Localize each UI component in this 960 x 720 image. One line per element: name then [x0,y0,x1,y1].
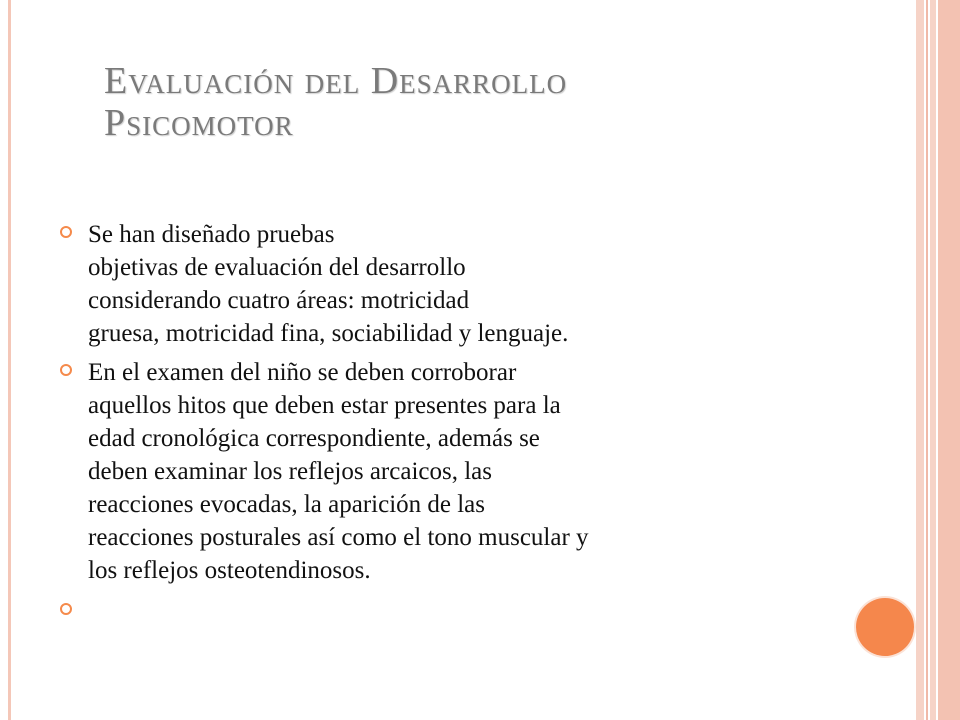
stripe [916,0,924,720]
title-line-1: Evaluación del Desarrollo [104,60,568,102]
left-border-line [8,0,11,720]
bullet-circle-icon [60,364,72,376]
stripe [938,0,960,720]
bullet-text: Se han diseñado pruebas objetivas de evaluación del desarrollo considerando cuatro áreas: motricidad gruesa, motricidad fina, sociabilidad y lenguaje. [88,221,569,347]
bullet-item [58,218,838,350]
stripe [930,0,936,720]
bullet-item [58,356,838,587]
stripe [926,0,928,720]
decorative-orange-circle [856,598,914,656]
right-decorative-stripes [916,0,960,720]
bullet-circle-icon [60,226,72,238]
bullet-circle-icon [60,603,72,615]
slide-content [58,218,838,634]
bullet-text: En el examen del niño se deben corroborar aquellos hitos que deben estar presentes para la edad cronológica correspondiente, además se deben examinar los reflejos arcaicos, las reacciones evocadas, la aparición de las reacciones posturales así como el tono muscular y los reflejos osteotendinosos. [88,359,589,584]
slide-title [104,60,864,144]
bullet-item-empty [58,595,838,628]
title-line-2: Psicomotor [104,102,294,144]
